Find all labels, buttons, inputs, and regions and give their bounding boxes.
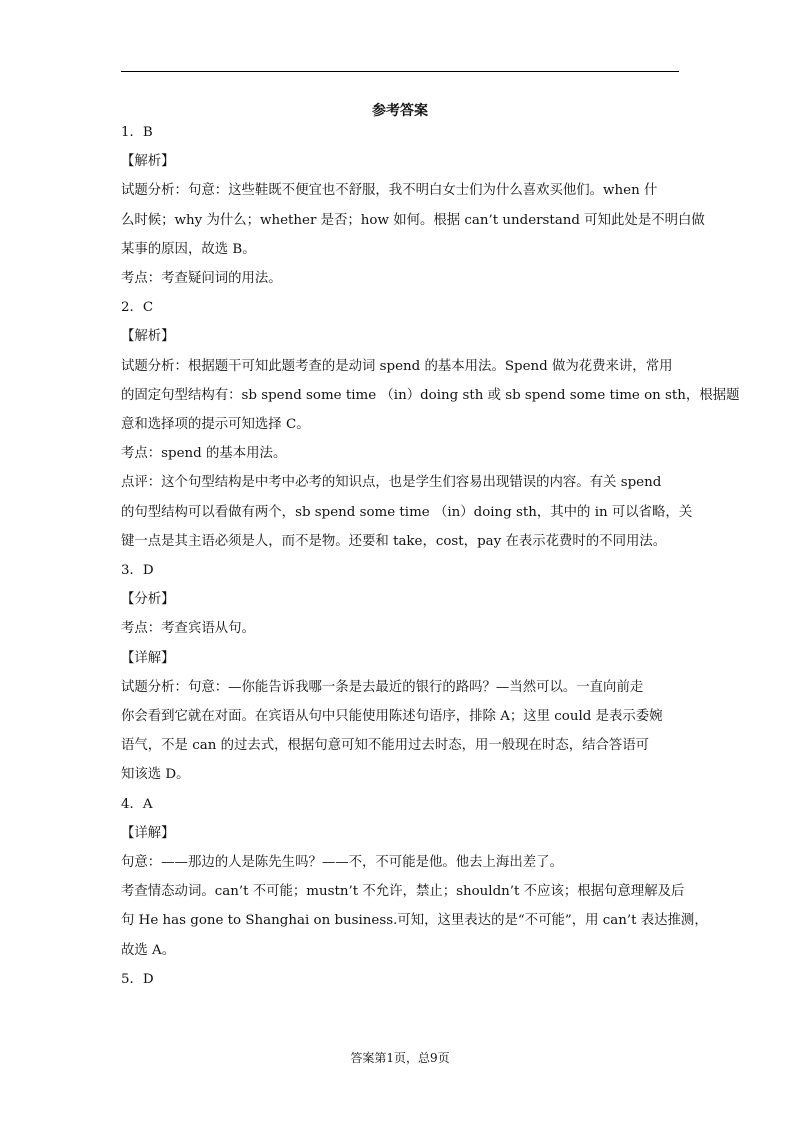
answer-2-analysis-heading: 【解析】 (121, 329, 175, 345)
page-title: 参考答案 (372, 103, 428, 119)
answer-2-analysis-line: 意和选择项的提示可知选择 C。 (121, 417, 310, 433)
answer-3-detail-line: 你会看到它就在对面。在宾语从句中只能使用陈述句语序，排除 A；这里 could 是表示委婉 (121, 709, 663, 725)
answer-2-analysis-line: 的固定句型结构有：sb spend some time （in）doing sth 或 sb spend some time on sth，根据题 (121, 387, 740, 403)
answer-3-fenxi-heading: 【分析】 (121, 592, 175, 608)
answer-5-number: 5．D (121, 971, 154, 987)
header-rule (121, 71, 679, 72)
answer-2-analysis-line: 试题分析：根据题干可知此题考查的是动词 spend 的基本用法。Spend 做为花费来讲，常用 (121, 358, 673, 374)
answer-3-detail-heading: 【详解】 (121, 650, 175, 666)
answer-2-comment-line: 的句型结构可以看做有两个，sb spend some time （in）doing sth，其中的 in 可以省略，关 (121, 504, 693, 520)
answer-1-number: 1．B (121, 125, 153, 140)
answer-1-analysis-line: 试题分析：句意：这些鞋既不便宜也不舒服，我不明白女士们为什么喜欢买他们。when 什 (121, 183, 658, 199)
answer-2-comment-line: 点评：这个句型结构是中考中必考的知识点，也是学生们容易出现错误的内容。有关 spend (121, 475, 662, 491)
answer-3-detail-line: 知该选 D。 (121, 767, 190, 783)
answer-3-number: 3．D (121, 563, 154, 579)
answer-4-detail-line: 句 He has gone to Shanghai on business.可知，这里表达的是“不可能”，用 can’t 表达推测， (121, 913, 708, 929)
answer-4-detail-line: 句意：——那边的人是陈先生吗？——不，不可能是他。他去上海出差了。 (121, 855, 563, 871)
answer-1-analysis-line: 某事的原因，故选 B。 (121, 241, 256, 257)
answer-3-detail-line: 语气，不是 can 的过去式，根据句意可知不能用过去时态，用一般现在时态，结合答语可 (121, 738, 650, 754)
answer-1-analysis-heading: 【解析】 (121, 154, 175, 170)
answer-3-kaodian: 考点：考查宾语从句。 (121, 621, 255, 637)
page-footer: 答案第1页，总9页 (350, 1051, 450, 1065)
answer-4-detail-heading: 【详解】 (121, 825, 175, 841)
answer-2-comment-line: 键一点是其主语必须是人，而不是物。还要和 take，cost，pay 在表示花费时的不同用法。 (121, 533, 667, 549)
answer-4-detail-line: 考查情态动词。can’t 不可能；mustn’t 不允许，禁止；shouldn’t 不应该；根据句意理解及后 (121, 884, 685, 900)
answer-2-number: 2．C (121, 300, 154, 316)
answer-3-detail-line: 试题分析：句意：—你能告诉我哪一条是去最近的银行的路吗？—当然可以。一直向前走 (121, 679, 644, 695)
answer-4-number: 4．A (121, 796, 153, 812)
answer-1-kaodian: 考点：考查疑问词的用法。 (121, 271, 282, 287)
answer-4-detail-line: 故选 A。 (121, 942, 176, 958)
answer-content (121, 118, 740, 994)
answer-2-kaodian: 考点：spend 的基本用法。 (121, 446, 287, 462)
answer-1-analysis-line: 么时候；why 为什么；whether 是否；how 如何。根据 can’t understand 可知此处是不明白做 (121, 212, 705, 228)
